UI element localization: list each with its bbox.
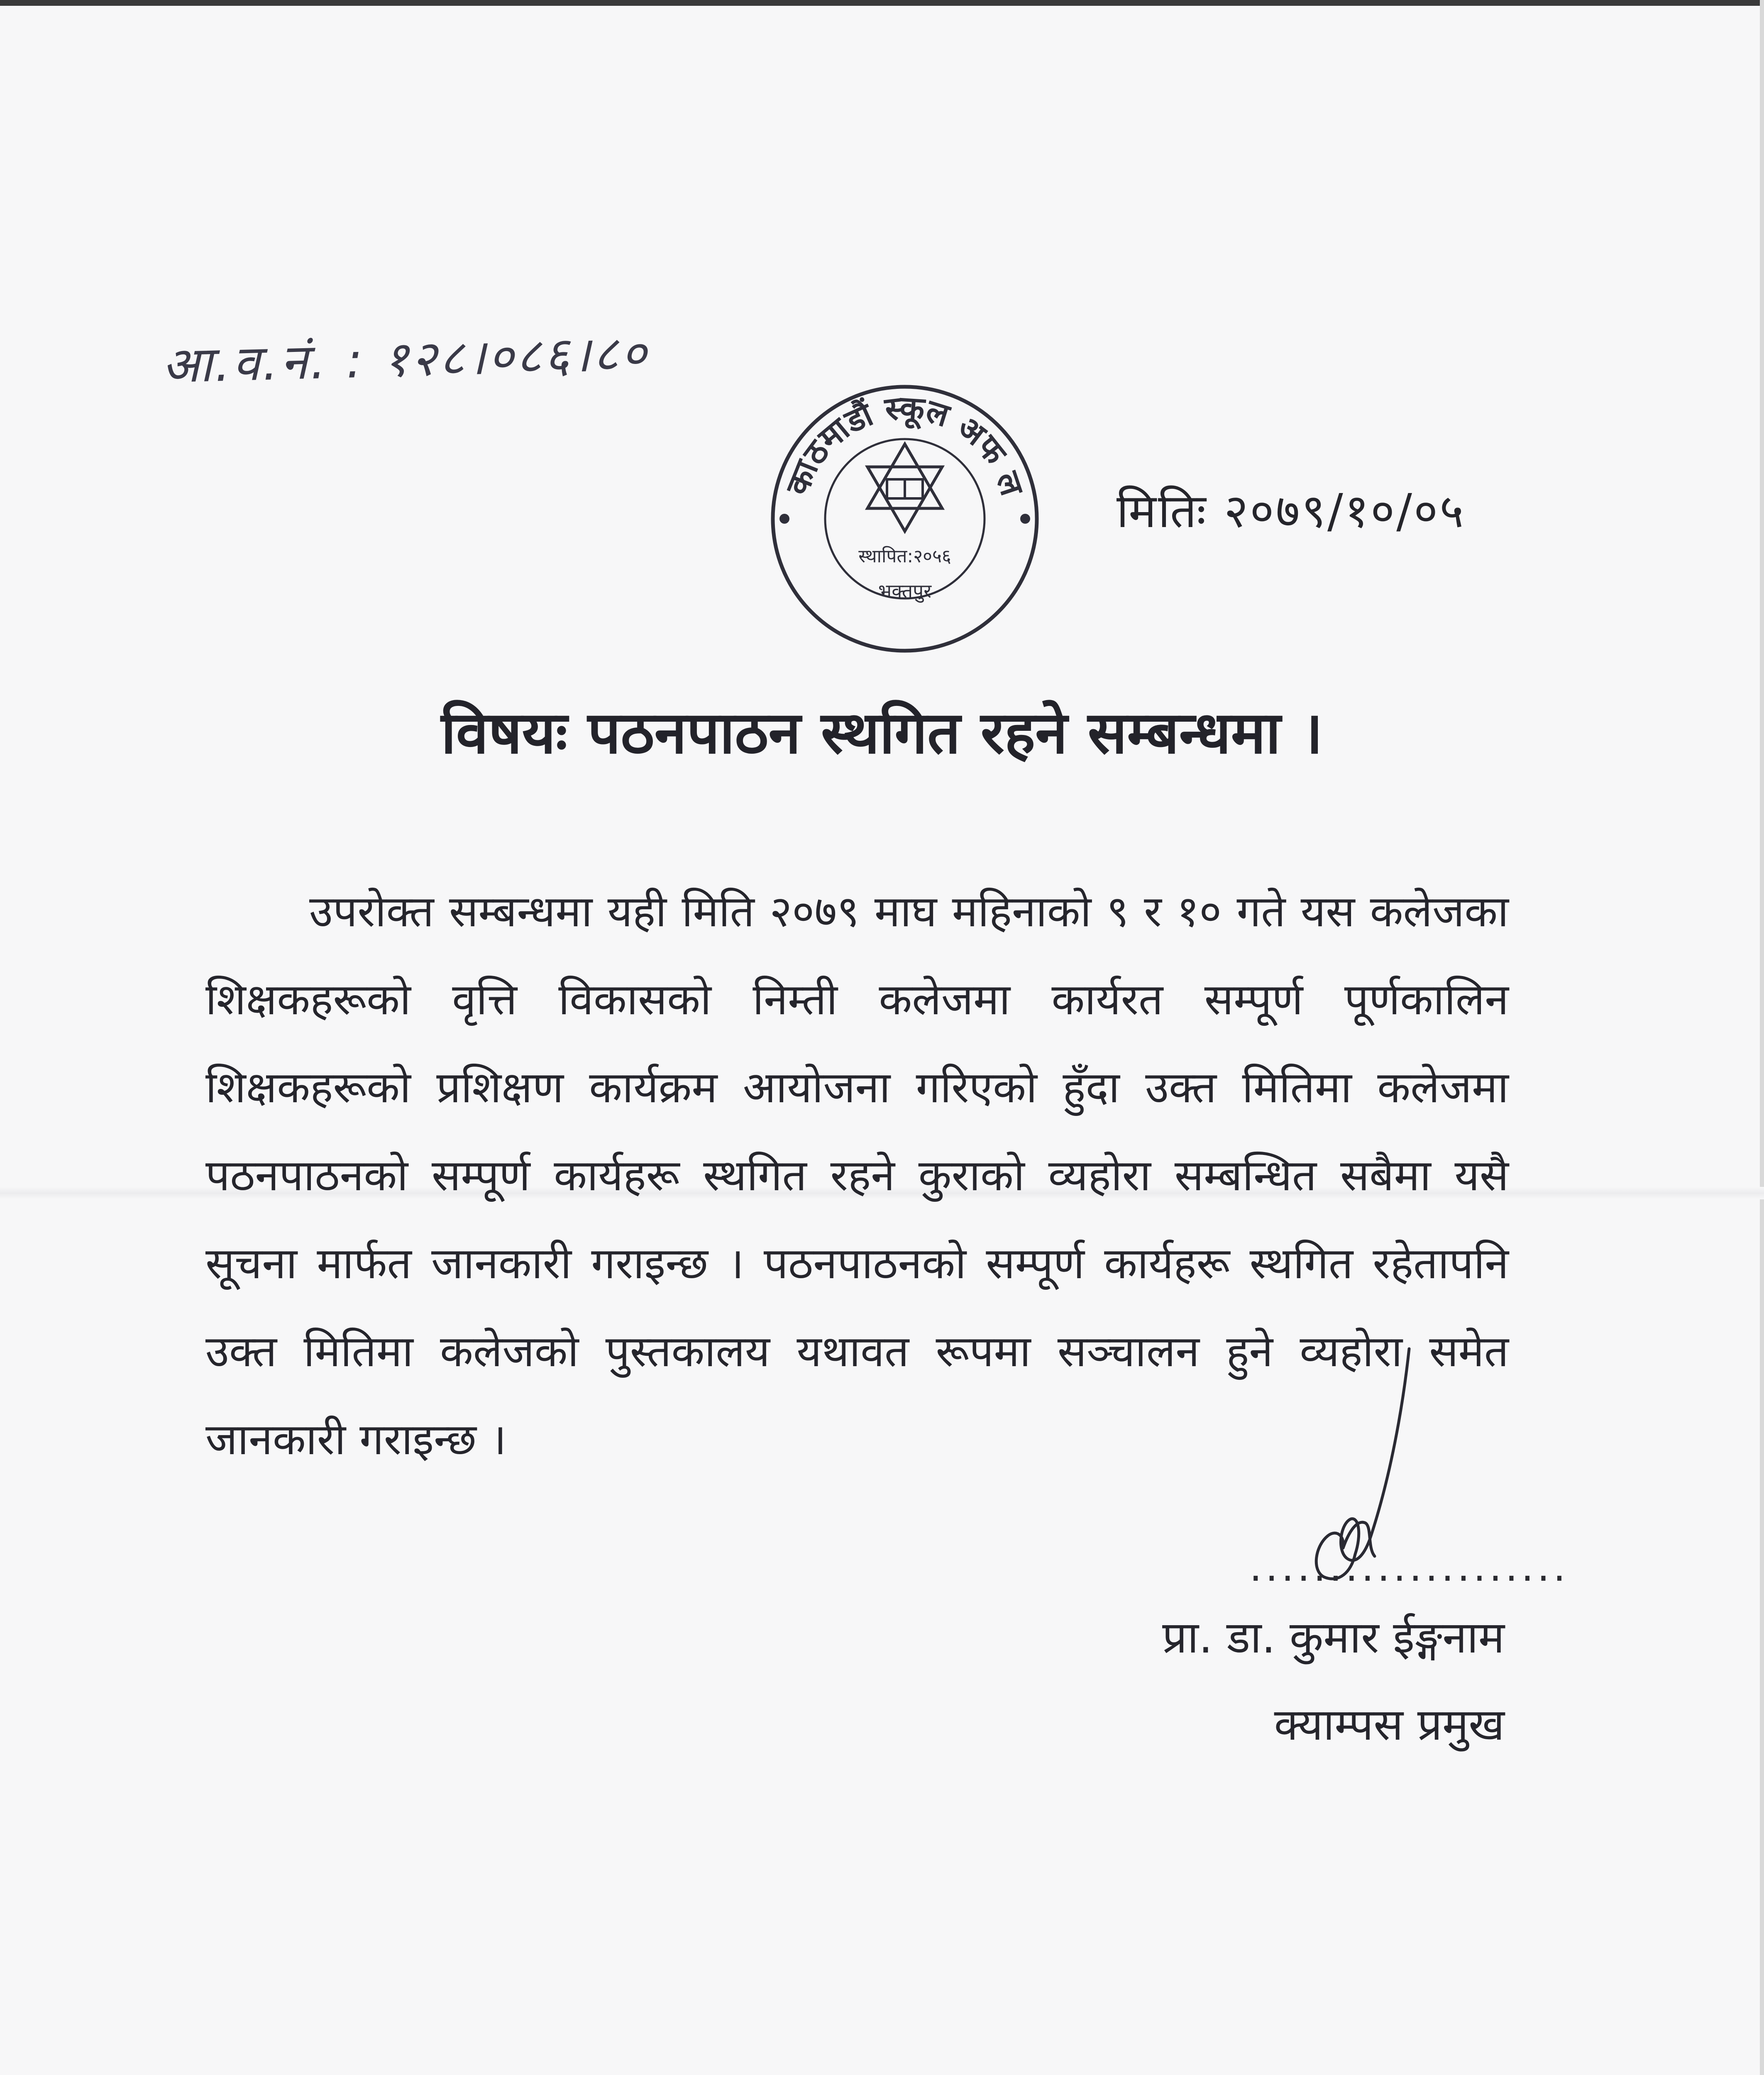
stamp-inner-ring: [825, 439, 985, 598]
scan-edge-top: [0, 0, 1764, 6]
notice-body: उपरोक्त सम्बन्धमा यही मिति २०७९ माघ महिनाको ९ र १० गते यस कलेजका शिक्षकहरूको वृत्ति विकासको निम्ती कलेजमा कार्यरत सम्पूर्ण पूर्णकालिन शिक्षकहरूको प्रशिक्षण कार्यक्रम आयोजना गरिएको हुँदा उक्त मितिमा कलेजमा पठनपाठनको सम्पूर्ण कार्यहरू स्थगित रहने कुराको व्यहोरा सम्बन्धित सबैमा यसै सूचना मार्फत जानकारी गराइन्छ । पठनपाठनको सम्पूर्ण कार्यहरू स्थगित रहेतापनि उक्त मितिमा कलेजको पुस्तकालय यथावत रूपमा सञ्चालन हुने व्यहोरा समेत जानकारी गराइन्छ ।: [205, 886, 1509, 1465]
stamp-institution-arc: काठमाडौं स्कूल अफ ल: [779, 389, 1031, 500]
reference-number: आ.व.नं. : १२८।०८६।८०: [161, 324, 650, 394]
stamp-dot-left: [779, 514, 789, 524]
stamp-location: भक्तपुर: [878, 580, 932, 602]
signatory-title: क्याम्पस प्रमुख: [1274, 1699, 1505, 1750]
signature-line: ....................: [1249, 1544, 1569, 1590]
stamp-dot-right: [1020, 514, 1030, 524]
scan-edge-right: [1760, 0, 1764, 2075]
book-in-star-icon: [867, 444, 942, 531]
notice-subject: विषयः पठनपाठन स्थगित रहने सम्बन्धमा ।: [441, 699, 1323, 767]
signatory-name: प्रा. डा. कुमार ईङ्गनाम: [1162, 1612, 1505, 1663]
college-stamp: [766, 380, 1044, 658]
notice-date: मितिः २०७९/१०/०५: [1117, 484, 1466, 538]
stamp-established: स्थापित:२०५६: [858, 546, 951, 567]
